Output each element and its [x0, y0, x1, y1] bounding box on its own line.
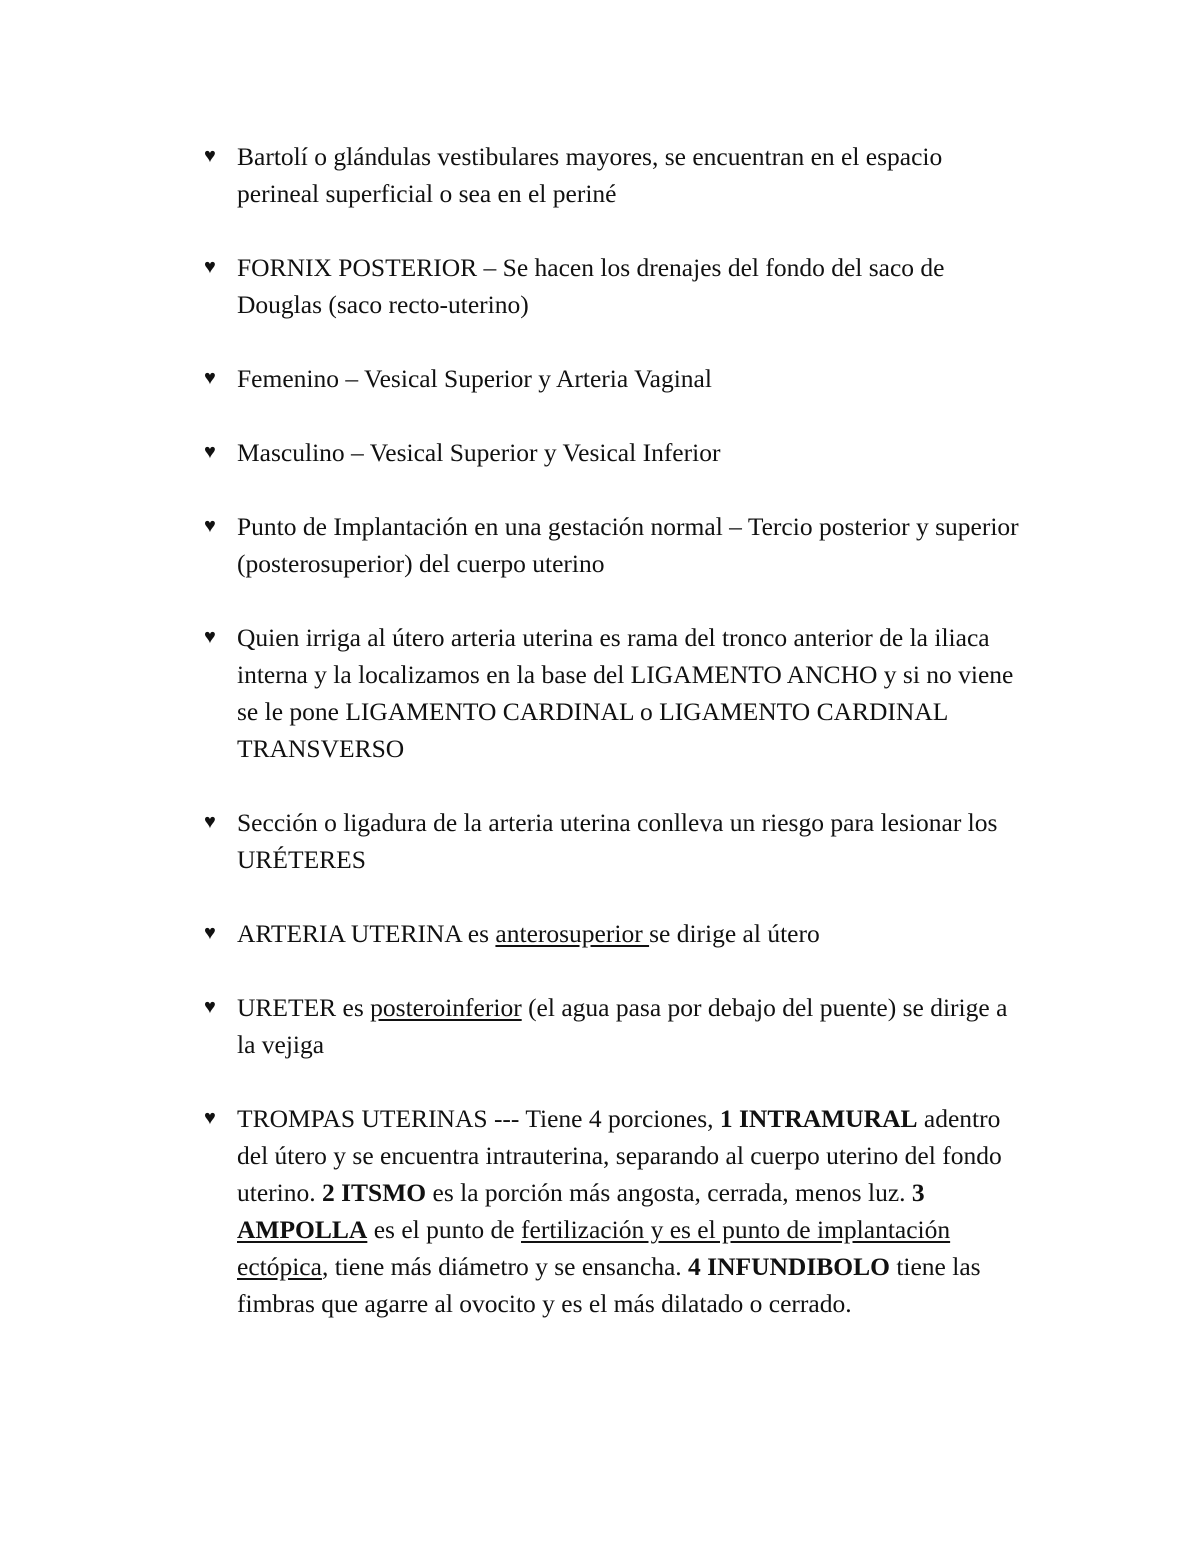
heart-bullet-icon: ♥ [204, 811, 216, 833]
text-run: fertilización y es el punto de implantación ectópica [237, 1215, 951, 1281]
text-run: URETER es [237, 993, 371, 1022]
list-item-text [237, 993, 1007, 1059]
list-item [200, 508, 1030, 582]
text-run: posteroinferior [370, 993, 522, 1022]
text-run: 2 ITSMO [321, 1178, 427, 1207]
text-run: Punto de Implantación en una gestación normal – Tercio posterior y superior (posterosuperior) del cuerpo uterino [237, 512, 1019, 578]
list-item [200, 249, 1030, 323]
text-run: , tiene más diámetro y se ensancha. [321, 1252, 689, 1281]
bullet-list [200, 138, 1030, 1359]
heart-bullet-icon: ♥ [204, 922, 216, 944]
list-item [200, 989, 1030, 1063]
heart-bullet-icon: ♥ [204, 367, 216, 389]
list-item [200, 138, 1030, 212]
list-item-text [237, 1104, 1002, 1318]
text-run: adentro del útero y se encuentra intrauterina, separando al cuerpo uterino del fondo uterino. [237, 1104, 1002, 1207]
heart-bullet-icon: ♥ [204, 515, 216, 537]
heart-bullet-icon: ♥ [204, 996, 216, 1018]
text-run: anterosuperior [495, 919, 650, 948]
text-run: se dirige al útero [649, 919, 820, 948]
list-item [200, 434, 1030, 471]
list-item-text [237, 512, 1019, 578]
text-run: 3 [911, 1178, 925, 1207]
text-run: FORNIX POSTERIOR – Se hacen los drenajes del fondo del saco de Douglas (saco recto-uterino) [237, 253, 945, 319]
list-item [200, 915, 1030, 952]
list-item-text [237, 623, 1013, 763]
text-run: (el agua pasa por debajo del puente) se dirige a la vejiga [237, 993, 1008, 1059]
text-run: TROMPAS UTERINAS --- Tiene 4 porciones, [237, 1104, 720, 1133]
heart-bullet-icon: ♥ [204, 145, 216, 167]
text-run: 1 INTRAMURAL [719, 1104, 918, 1133]
text-run: Quien irriga al útero arteria uterina es rama del tronco anterior de la iliaca interna y la localizamos en la base del LIGAMENTO ANCHO y si no viene se le pone LIGAMENTO CARDINAL o LIGAMENTO CARDINAL TRANSVERSO [237, 623, 1014, 763]
list-item [200, 1100, 1030, 1322]
list-item-text [237, 142, 942, 208]
text-run: es el punto de [367, 1215, 522, 1244]
list-item [200, 360, 1030, 397]
text-run: Bartolí o glándulas vestibulares mayores, se encuentran en el espacio perineal superficial o sea en el periné [237, 142, 943, 208]
text-run: AMPOLLA [237, 1215, 368, 1244]
text-run: tiene las fimbras que agarre al ovocito y es el más dilatado o cerrado. [237, 1252, 981, 1318]
text-run: es la porción más angosta, cerrada, menos luz. [426, 1178, 912, 1207]
text-run: Femenino – Vesical Superior y Arteria Vaginal [237, 364, 712, 393]
heart-bullet-icon: ♥ [204, 1107, 216, 1129]
list-item-text [237, 808, 997, 874]
text-run: ARTERIA UTERINA es [237, 919, 496, 948]
heart-bullet-icon: ♥ [204, 256, 216, 278]
heart-bullet-icon: ♥ [204, 626, 216, 648]
text-run: 4 INFUNDIBOLO [688, 1252, 890, 1281]
text-run: Masculino – Vesical Superior y Vesical Inferior [237, 438, 721, 467]
list-item-text [237, 364, 712, 393]
heart-bullet-icon: ♥ [204, 441, 216, 463]
list-item-text [237, 919, 820, 948]
list-item-text [237, 438, 720, 467]
list-item [200, 804, 1030, 878]
list-item [200, 619, 1030, 767]
text-run: Sección o ligadura de la arteria uterina conlleva un riesgo para lesionar los URÉTERES [237, 808, 998, 874]
list-item-text [237, 253, 945, 319]
